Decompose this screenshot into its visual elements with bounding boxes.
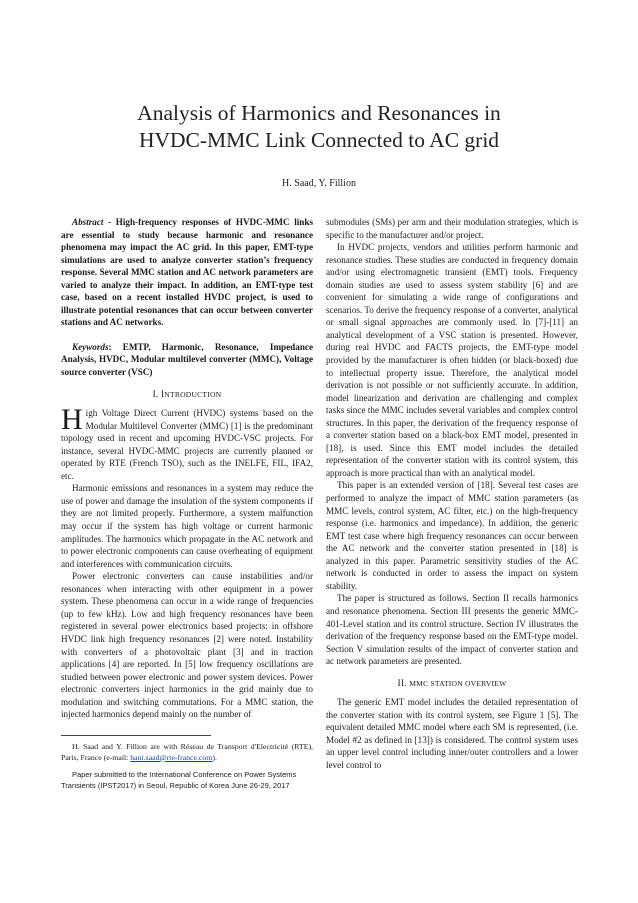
abstract-label: Abstract	[72, 217, 104, 227]
authors: H. Saad, Y. Fillion	[282, 178, 356, 189]
intro-p1-text: igh Voltage Direct Current (HVDC) systems based on the Modular Multilevel Converter (MMC) [1] is the predominant topology used in recent and upcoming HVDC-VSC projects. For instance, several HVDC-MMC projects are currently planned or operated by RTE (French TSO), such as the INELFE, FIL, IFA2, etc.	[61, 408, 313, 481]
section-heading-mmc	[326, 678, 578, 691]
footnote-end: ).	[212, 752, 217, 762]
email-link[interactable]: hani.saad@rte-france.com	[130, 752, 213, 762]
section-heading-introduction	[61, 389, 313, 402]
keywords-text: : EMTP, Harmonic, Resonance, Impedance Analysis, HVDC, Modular multilevel converter (MMC), Voltage source converter (VSC)	[61, 341, 313, 378]
section-cap: I	[161, 389, 165, 400]
left-column	[61, 216, 313, 791]
title-line-1: Analysis of Harmonics and Resonances in	[137, 101, 501, 125]
right-paragraph-3: The paper is structured as follows. Section II recalls harmonics and resonance phenomena. Section III presents the generic MMC-401-Level station and its control structure. Section IV illustrates the derivation of the frequency response based on the EMT-type model. Section V simulation results of the impact of converter station and ac network parameters are presented.	[326, 593, 578, 667]
right-paragraph-2: This paper is an extended version of [18]. Several test cases are performed to analyze the impact of MMC station parameters (as MMC levels, control system, AC filter, etc.) on the high-frequency response (i.e. harmonics and impedance). In addition, the generic EMT test case where high frequency resonances can occur between the AC network and the converter station presented in [18] is analyzed in this paper. Parametric sensitivity studies of the AC network is conducted in order to assess the impact on system stability.	[326, 480, 578, 591]
abstract	[61, 216, 313, 329]
section-rest: NTRODUCTION	[164, 389, 222, 399]
drop-cap: H	[61, 403, 83, 437]
footnote-submission: Paper submitted to the International Conference on Power Systems Transients (IPST2017) in Seoul, Republic of Korea June 26-29, 2017	[61, 769, 297, 790]
paper-title	[0, 100, 638, 154]
footnote-affiliation-text: H. Saad and Y. Fillion are with Réseau de Transport d'Electricité (RTE), Paris, France (e-mail:	[61, 741, 313, 762]
footnote-affiliation	[61, 741, 313, 763]
right-paragraph-0: submodules (SMs) per arm and their modulation strategies, which is specific to the manufacturer and/or project.	[326, 217, 578, 240]
section-number: II.	[397, 678, 407, 689]
keywords	[61, 341, 313, 379]
footnote-rule	[61, 735, 211, 736]
intro-paragraph-2: Harmonic emissions and resonances in a system may reduce the use of power and damage the insulation of the system components if they are not limited properly. Furthermore, a system malfunction may occur if the system has high voltage or current harmonic amplitudes. The harmonics which propagate in the AC network and to power electronic components can cause overheating of equipment and interferences with communication circuits.	[61, 483, 313, 569]
right-paragraph-1: In HVDC projects, vendors and utilities perform harmonic and resonance studies. These studies are conducted in frequency domain and/or using electromagnetic transient (EMT) tools. Frequency domain studies are used to assess system stability [6] and are convenient for simulating a wide range of configurations and scenarios. To derive the frequency response of a converter, analytical or small signal approaches are commonly used. In [7]-[11] an analytical development of a VSC station is presented. However, during real HVDC and FACTS projects, the EMT-type model provided by the manufacturer is often hidden (or black-boxed) due to intellectual property issue. Therefore, the analytical model derivation is not possible or not sufficiently accurate. In addition, model linearization and derivation are challenging and complex tasks since the MMC includes several variables and complex control structures. In this paper, the derivation of the frequency response of a converter station based on a black-box EMT model, presented in [18], is used. Since this EMT model includes the detailed representation of the converter station with its control system, this approach is more practical than with an analytical model.	[326, 242, 578, 478]
intro-paragraph-3: Power electronic converters can cause instabilities and/or resonances when interacting with other equipment in a power system. These phenomena can occur in a wide range of frequencies (up to few kHz). Low and high frequency resonances have been registered in several power electronics based projects: in offshore HVDC link high frequency resonances [2] were noted. Instability with converters of a photovoltaic plant [3] and in traction applications [4] are reported. In [5] low frequency oscillations are studied between power electronic and power system devices. Power electronic converters inject harmonics in the grid mainly due to modulation and switching commutations. For a MMC station, the injected harmonics depend mainly on the number of	[61, 571, 313, 720]
section-rest: MMC STATION OVERVIEW	[409, 678, 507, 688]
abstract-text: - High-frequency responses of HVDC-MMC links are essential to study because harmonic and resonance phenomena may impact the AC grid. In this paper, EMT-type simulations are used to analyze converter station’s frequency response. Several MMC station and AC network parameters are varied to analyze their impact. In addition, an EMT-type test case, based on a recent installed HVDC project, is used to illustrate potential resonances that can occur between converter stations and AC networks.	[61, 217, 313, 328]
keywords-label: Keywords	[72, 341, 109, 352]
mmc-paragraph-1: The generic EMT model includes the detailed representation of the converter station with its control system, see Figure 1 [5]. The equivalent detailed MMC model where each SM is represented, (i.e. Model #2 as defined in [13]) is considered. The control system uses an upper level control including inner/outer controllers and a lower level control to	[326, 697, 578, 770]
title-line-2: HVDC-MMC Link Connected to AC grid	[138, 128, 500, 152]
intro-paragraph-1	[61, 403, 313, 482]
right-column	[326, 216, 578, 772]
section-number: I.	[152, 389, 159, 400]
